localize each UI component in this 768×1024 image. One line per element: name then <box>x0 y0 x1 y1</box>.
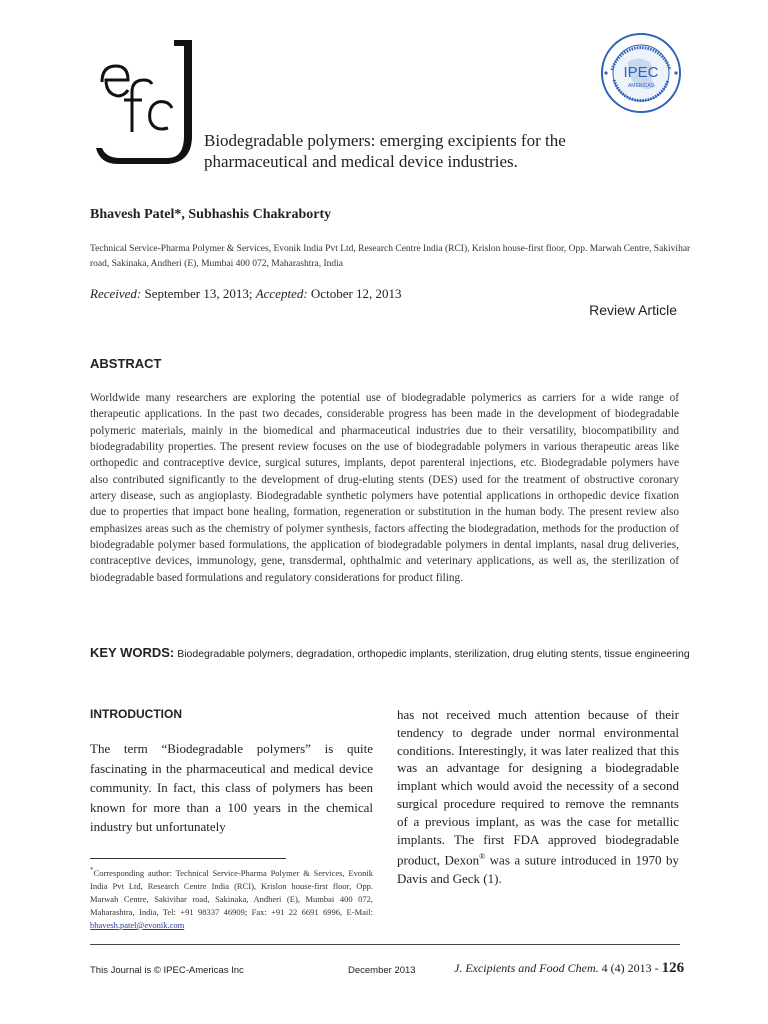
received-date: September 13, 2013; <box>144 286 253 301</box>
title-line-1: Biodegradable polymers: emerging excipients for the <box>204 131 566 150</box>
footer-date: December 2013 <box>348 965 416 976</box>
keywords-text: Biodegradable polymers, degradation, orthopedic implants, sterilization, drug eluting stents, tissue engineering <box>177 648 690 660</box>
footer-copyright: This Journal is © IPEC-Americas Inc <box>90 965 244 976</box>
affiliation: Technical Service-Pharma Polymer & Services, Evonik India Pvt Ltd, Research Centre India (RCI), Krislon house-first floor, Opp. Marwah Centre, Sakivihar road, Sakinaka, Andheri (E), Mumbai 400 072, Maharashtra, India <box>90 244 691 269</box>
article-type: Review Article <box>589 302 677 318</box>
footer-citation <box>454 960 684 977</box>
article-dates <box>90 286 402 302</box>
author-email-link[interactable]: bhavesh.patel@evonik.com <box>90 919 185 930</box>
journal-logo <box>88 36 198 168</box>
keywords-label: KEY WORDS: <box>90 645 175 660</box>
ipec-americas-logo <box>600 32 682 114</box>
authors: Bhavesh Patel*, Subhashis Chakraborty <box>90 207 332 222</box>
ipec-sub-text: AMERICAS <box>627 83 655 89</box>
abstract-body: Worldwide many researchers are exploring the potential use of biodegradable polymerics as carriers for a wide range of therapeutic applications. In the past two decades, considerable progress has been made in the development of biodegradable polymeric materials, mainly in the biomedical and pharmaceutical industries due to their versatility, biocompatibility and biodegradability properties. The present review focuses on the use of biodegradable polymers in various therapeutic areas like orthopedic and contraceptive device, surgical sutures, implants, depot parenteral injections, etc. Biodegradable polymers have also contributed significantly to the development of drug-eluting stents (DES) used for the treatment of obstructive coronary artery disease, such as angioplasty. Biodegradable synthetic polymers have potential applications in orthopedic device fixation due to properties that impact bone healing, formation, regeneration or substitution in the human body. The present review also emphasizes areas such as the chemistry of polymer synthesis, factors affecting the biodegradation, methods for the production of biodegradable polymer based formulations, the application of biodegradable polymers in dental implants, nasal drug deliveries, contraceptive devices, immunology, gene, transdermal, ophthalmic and veterinary applications, as well as, the sterilization of biodegradable based formulations and regulatory considerations for product filing. <box>90 392 679 584</box>
corresponding-author-footnote <box>90 864 373 932</box>
title-line-2: pharmaceutical and medical device industries. <box>204 152 518 171</box>
footnote-text: Corresponding author: Technical Service-Pharma Polymer & Services, Evonik India Pvt Ltd, Research Centre India (RCI), Krislon house-first floor, Opp. Marwah Centre, Sakivihar road, Sakinaka, Andheri (E), Mumbai 400 072, Maharashtra, India, Tel: +91 98337 46909; Fax: +91 22 6691 6996, E-Mail: <box>90 867 373 917</box>
registered-mark: ® <box>479 852 486 862</box>
accepted-label: Accepted: <box>255 286 308 301</box>
page-number: 126 <box>661 960 685 976</box>
article-title <box>204 130 624 172</box>
col2-text-a: has not received much attention because of their tendency to degrade under normal environmental conditions. Interestingly, it was later realized that this was an advantage for designing a biodegradable implant which would avoid the necessity of a second surgical procedure required to remove the remnants of a previous implant, as was the case for metallic implants. The first FDA approved biodegradable product, Dexon <box>397 707 679 868</box>
footer-journal: J. Excipients and Food Chem. <box>454 961 599 975</box>
footer-divider <box>90 944 680 945</box>
introduction-heading: INTRODUCTION <box>90 707 182 721</box>
footnote-divider <box>90 858 286 859</box>
received-label: Received: <box>90 286 142 301</box>
col2-text-b: was a suture introduced in 1970 by Davis and Geck (1). <box>397 852 679 886</box>
accepted-date: October 12, 2013 <box>310 286 402 301</box>
ipec-center-text: IPEC <box>623 64 659 81</box>
introduction-column-1: The term “Biodegradable polymers” is quite fascinating in the pharmaceutical and medical device community. In fact, this class of polymers has been known for more than a 100 years in the chemical industry but unfortunately <box>90 741 373 834</box>
footnote-marker: * <box>90 866 94 874</box>
keywords <box>90 645 690 662</box>
abstract-heading: ABSTRACT <box>90 356 162 371</box>
footer-issue: 4 (4) 2013 - <box>598 961 662 975</box>
introduction-column-2 <box>397 706 679 887</box>
